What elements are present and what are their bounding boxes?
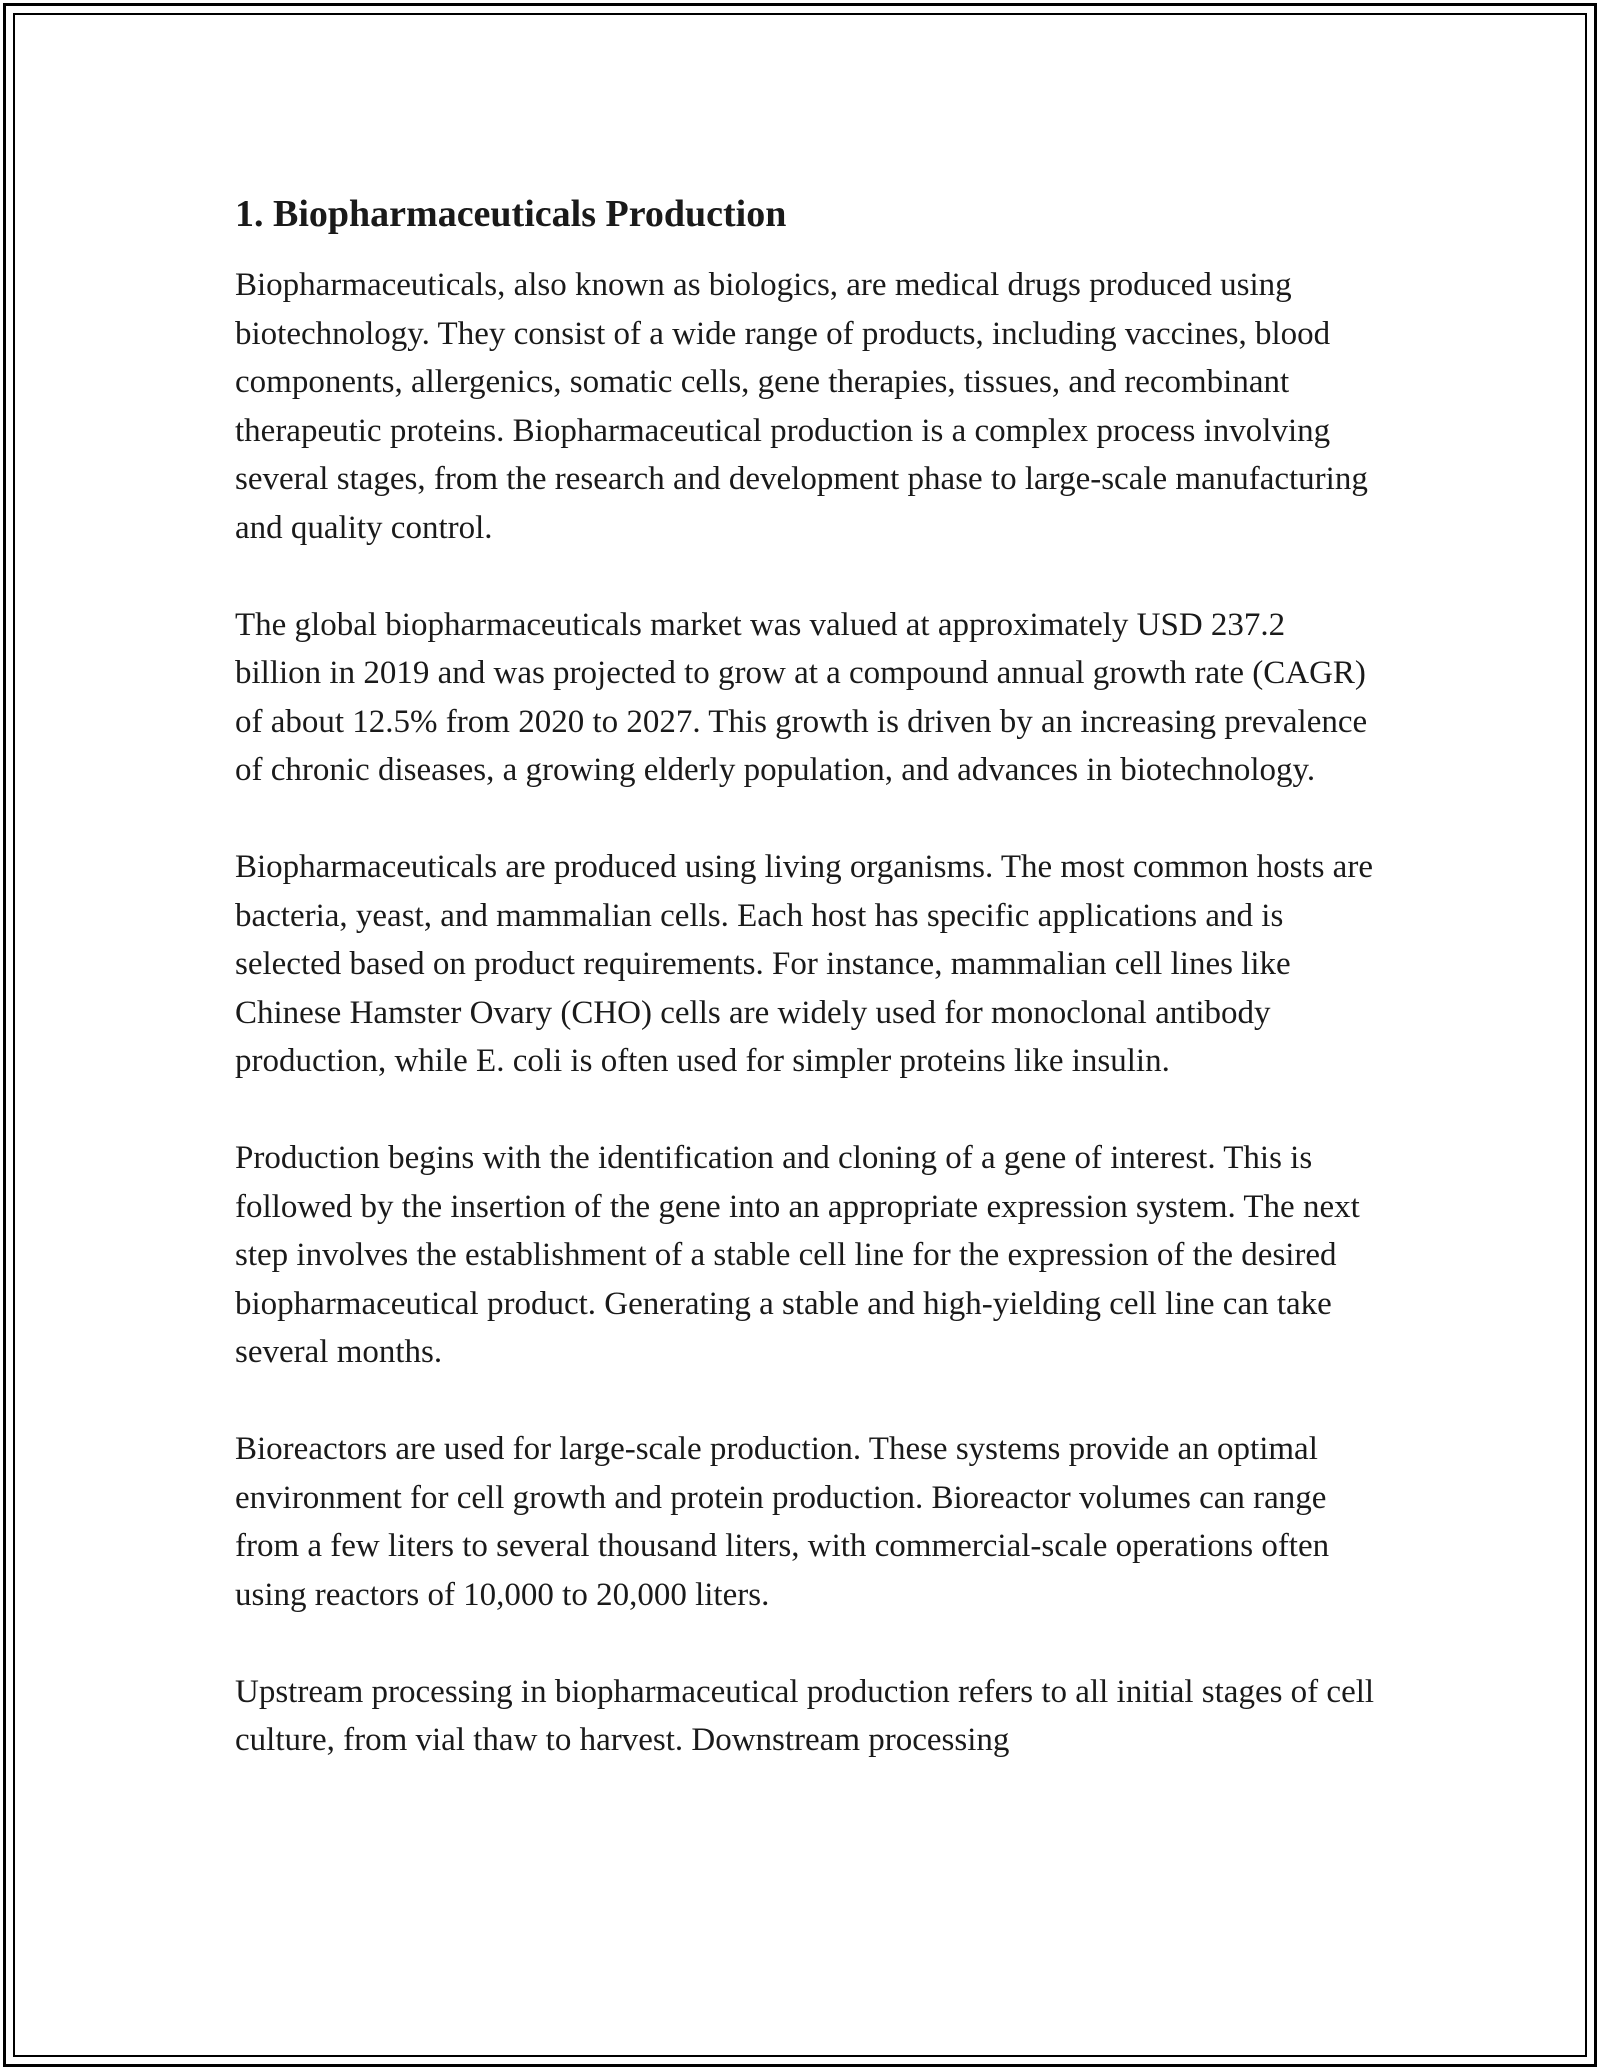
paragraph-intro: Biopharmaceuticals, also known as biologics, are medical drugs produced using biotechnology. They consist of a wide range of products, including vaccines, blood components, allergenics, somatic cells, gene therapies, tissues, and recombinant therapeutic proteins. Biopharmaceutical production is a complex process involving several stages, from the research and development phase to large-scale manufacturing and quality control. xyxy=(235,267,1368,546)
paragraph-market: The global biopharmaceuticals market was valued at approximately USD 237.2 billion in 2019 and was projected to grow at a compound annual growth rate (CAGR) of about 12.5% from 2020 to 2027. This growth is driven by an increasing prevalence of chronic diseases, a growing elderly population, and advances in biotechnology. xyxy=(235,606,1368,788)
paragraph-cell-line: Production begins with the identification and cloning of a gene of interest. This is followed by the insertion of the gene into an appropriate expression system. The next step involves the establishment of a stable cell line for the expression of the desired biopharmaceutical product. Generating a stable and high-yielding cell line can take several months. xyxy=(235,1140,1360,1370)
section-heading: 1. Biopharmaceuticals Production xyxy=(235,193,787,235)
paragraph-processing: Upstream processing in biopharmaceutical production refers to all initial stages of cell culture, from vial thaw to harvest. Downstream processing xyxy=(235,1673,1375,1758)
paragraph-bioreactors: Bioreactors are used for large-scale production. These systems provide an optimal environment for cell growth and protein production. Bioreactor volumes can range from a few liters to several thousand liters, with commercial-scale operations often using reactors of 10,000 to 20,000 liters. xyxy=(235,1431,1330,1613)
paragraph-hosts: Biopharmaceuticals are produced using living organisms. The most common hosts are bacteria, yeast, and mammalian cells. Each host has specific applications and is selected based on product requirements. For instance, mammalian cell lines like Chinese Hamster Ovary (CHO) cells are widely used for monoclonal antibody production, while E. coli is often used for simpler proteins like insulin. xyxy=(235,849,1373,1079)
document-body xyxy=(235,185,1375,1813)
